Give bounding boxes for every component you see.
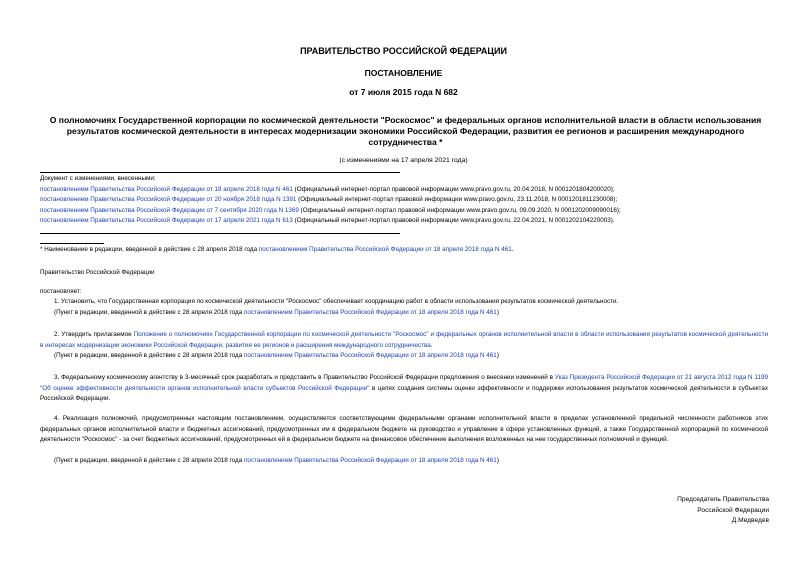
p1-note-link[interactable]: постановлением Правительства Российской Федерации от 18 апреля 2018 года N 461 [243,309,497,316]
change-link[interactable]: постановлением Правительства Российской Федерации от 17 апреля 2021 года N 613 [40,217,293,224]
edition-note: (с изменениями на 17 апреля 2021 года) [339,157,468,164]
gov-line: Правительство Российской Федерации [40,269,155,276]
document-title: О полномочиях Государственной корпорации по космической деятельности "Роскосмос" и федеральных органов исполнительной власти в области использования результатов космической деятельности в интересах модернизации экономики Российской Федерации, развития ее регионов и расширения международного сотрудничества * [49,115,762,147]
change-source: (Официальный интернет-портал правовой информации www.pravo.gov.ru, 20.04.2018, N 0001201804200020); [292,185,615,193]
change-source: (Официальный интернет-портал правовой информации www.pravo.gov.ru, 23.11.2018, N 0001201811230008); [296,196,618,203]
paragraph-1-note: (Пункт в редакции, введенной в действие с 28 апреля 2018 года постановлением Правительства Российской Федерации от 18 апреля 2018 года N 461) [54,309,499,316]
divider-top [40,172,400,173]
change-item [40,195,768,206]
change-link[interactable]: постановлением Правительства Российской Федерации от 18 апреля 2018 года N 461 [40,185,293,193]
p2-note-link[interactable]: постановлением Правительства Российской Федерации от 18 апреля 2018 года N 461 [243,352,497,359]
paragraph-4-note: (Пункт в редакции, введенной в действие с 28 апреля 2018 года постановлением Правительства Российской Федерации от 18 апреля 2018 года N 461) [54,457,499,464]
p3-link[interactable]: Указ Президента Российской Федерации от 21 августа 2012 года N 1199 "Об оценке эффективности деятельности органов исполнительной власти субъектов Российской Федерации" [40,374,768,392]
paragraph-3: 3. Федеральному космическому агентству в 3-месячный срок разработать и представить в Правительство Российской Федерации предложения о внесении изменений в Указ Президента Российской Федерации от 21 августа 2012 года N 1199 "Об оценке эффективности деятельности органов исполнительной власти субъектов Российской Федерации" в целях создания системы оценки эффективности и поддержки использования результатов космической деятельности в субъектах Российской Федерации. [40,374,768,402]
paragraph-1: 1. Установить, что Государственная корпорация по космической деятельности "Роскосмос" обеспечивает координацию работ в области использования результатов космической деятельности. [54,298,619,305]
signature-position: Председатель Правительства [677,496,769,503]
footnote: * Наименование в редакции, введенной в действие с 28 апреля 2018 года постановлением Правительства Российской Федерации от 18 апреля 2018 года N 461. [40,246,514,253]
decrees-line: постановляет: [40,288,82,295]
changes-intro: Документ с изменениями, внесенными: [40,175,156,182]
doc-type-heading: ПОСТАНОВЛЕНИЕ [364,68,443,78]
change-source: (Официальный интернет-портал правовой информации www.pravo.gov.ru, 22.04.2021, N 0001202104220003). [292,217,615,224]
change-item [40,206,768,217]
signature-block [677,495,769,527]
paragraph-2-note: (Пункт в редакции, введенной в действие с 28 апреля 2018 года постановлением Правительства Российской Федерации от 18 апреля 2018 года N 461) [54,352,499,359]
p4-note-link[interactable]: постановлением Правительства Российской Федерации от 18 апреля 2018 года N 461 [243,457,497,464]
signature-org: Российской Федерации [697,506,769,514]
footnote-divider [40,243,104,244]
p2-link[interactable]: Положение о полномочиях Государственной корпорации по космической деятельности "Роскосмос" и федеральных органов исполнительной власти в области использования результатов космической деятельности в интересах модернизации экономики Российской Федерации, развития ее регионов и расширения международного сотрудничества [40,331,768,349]
paragraph-2: 2. Утвердить прилагаемое Положение о полномочиях Государственной корпорации по космической деятельности "Роскосмос" и федеральных органов исполнительной власти в области использования результатов космической деятельности в интересах модернизации экономики Российской Федерации, развития ее регионов и расширения международного сотрудничества. [40,331,768,349]
change-item [40,216,768,227]
paragraph-4: 4. Реализация полномочий, предусмотренных настоящим постановлением, осуществляется соответствующими федеральными органами исполнительной власти в пределах установленной предельной численности работников этих федеральных органов исполнительной власти и бюджетных ассигнований, предусмотренных им в федеральном бюджете на руководство и управление в сфере установленных функций, а также Государственной корпорацией по космической деятельности "Роскосмос" - за счет бюджетных ассигнований, предусмотренных ей в федеральном бюджете на финансовое обеспечение выполнения возложенных на нее государственных полномочий и функций. [40,415,768,443]
change-link[interactable]: постановлением Правительства Российской Федерации от 20 ноября 2018 года N 1391 [40,196,297,203]
date-number-heading: от 7 июля 2015 года N 682 [349,87,458,97]
signature-name: Д.Медведев [731,517,769,524]
changes-list [40,174,768,227]
divider-mid [40,233,400,234]
change-link[interactable]: постановлением Правительства Российской Федерации от 7 сентября 2020 года N 1369 [40,206,299,214]
change-item [40,185,768,196]
footnote-link[interactable]: постановлением Правительства Российской Федерации от 18 апреля 2018 года N 461 [258,246,512,253]
change-source: (Официальный интернет-портал правовой информации www.pravo.gov.ru, 09.09.2020, N 0001202009090016); [298,206,621,214]
government-heading: ПРАВИТЕЛЬСТВО РОССИЙСКОЙ ФЕДЕРАЦИИ [300,46,507,56]
